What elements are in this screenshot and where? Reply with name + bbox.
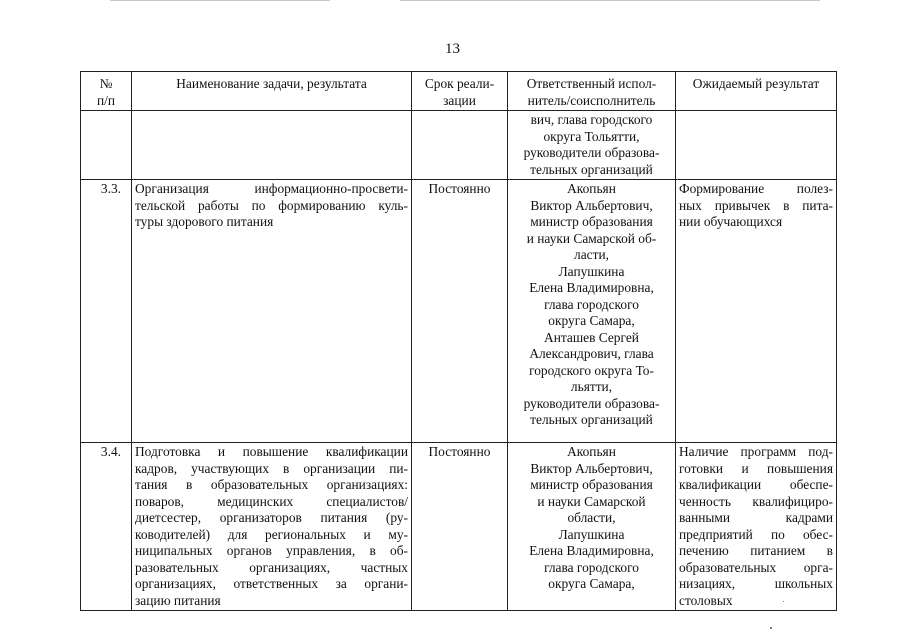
header-num-line: п/п bbox=[96, 92, 116, 108]
cell-name bbox=[132, 443, 412, 611]
resp-line: тельных организаций bbox=[530, 161, 653, 177]
result-line: квалификации обеспе- bbox=[679, 477, 833, 492]
header-num bbox=[81, 72, 132, 111]
top-edge-rule bbox=[400, 0, 820, 1]
cell-num: 3.3. bbox=[81, 180, 132, 443]
resp-line: Акопьян bbox=[567, 444, 616, 459]
cell-num bbox=[81, 111, 132, 180]
name-line: Организация информационно-просвети- bbox=[135, 181, 408, 196]
resp-line: тельных организаций bbox=[530, 412, 653, 427]
result-line: столовых bbox=[679, 592, 733, 608]
name-line: ниципальных органов управления, в об- bbox=[135, 543, 408, 558]
table-row-3-4 bbox=[81, 443, 837, 611]
header-resp-line: нитель/соисполнитель bbox=[527, 92, 656, 108]
result-line: ченность квалифициро- bbox=[679, 493, 833, 509]
top-edge-rule bbox=[110, 0, 330, 1]
result-line: печению питанием в bbox=[679, 543, 833, 558]
result-line: низациях, школьных bbox=[679, 576, 833, 591]
cell-result bbox=[676, 180, 837, 443]
resp-line: руководители образова- bbox=[523, 145, 660, 160]
name-line: разовательных организациях, частных bbox=[135, 559, 408, 575]
header-term-line: зации bbox=[443, 92, 476, 108]
name-line: организациях, ответственных за органи- bbox=[135, 576, 408, 591]
cell-resp bbox=[508, 443, 676, 611]
resp-line: округа Тольятти, bbox=[543, 128, 640, 144]
header-term bbox=[412, 72, 508, 111]
header-result bbox=[676, 72, 837, 111]
cell-resp bbox=[508, 111, 676, 180]
result-line: готовки и повышения bbox=[679, 460, 833, 476]
name-line: ководителей) для региональных и му- bbox=[135, 526, 408, 542]
resp-line: Виктор Альбертович, bbox=[530, 197, 653, 213]
resp-line: министр образования bbox=[530, 477, 653, 492]
cell-name bbox=[132, 111, 412, 180]
resp-line: вич, глава городского bbox=[530, 112, 653, 127]
header-resp-line: Ответственный испол- bbox=[526, 76, 657, 91]
resp-line: Елена Владимировна, bbox=[529, 543, 654, 558]
resp-line: области, bbox=[567, 510, 616, 525]
cell-term bbox=[412, 111, 508, 180]
table-row-3-3 bbox=[81, 180, 837, 443]
cell-name bbox=[132, 180, 412, 443]
name-line: туры здорового питания bbox=[135, 214, 274, 229]
resp-line: Александрович, глава bbox=[529, 346, 654, 361]
cell-term: Постоянно bbox=[412, 443, 508, 611]
result-line: ванными кадрами bbox=[679, 510, 833, 525]
result-line: ных привычек в пита- bbox=[679, 197, 833, 213]
resp-line: Лапушкина bbox=[558, 526, 625, 542]
result-line: предприятий по обес- bbox=[679, 526, 833, 542]
scan-speck bbox=[783, 601, 784, 602]
cell-result bbox=[676, 443, 837, 611]
cell-resp bbox=[508, 180, 676, 443]
resp-line: глава городского bbox=[544, 296, 639, 312]
result-line: Формирование полез- bbox=[679, 181, 833, 196]
cell-result bbox=[676, 111, 837, 180]
resp-line: министр образования bbox=[530, 214, 653, 229]
resp-line: Елена Владимировна, bbox=[529, 280, 654, 295]
name-line: тания в образовательных организациях: bbox=[135, 477, 408, 492]
header-result-line: Ожидаемый результат bbox=[692, 76, 820, 91]
resp-line: и науки Самарской bbox=[537, 493, 646, 509]
header-name-line: Наименование задачи, результата bbox=[176, 76, 367, 91]
cell-num: 3.4. bbox=[81, 443, 132, 611]
table-header-row bbox=[81, 72, 837, 111]
name-line: Подготовка и повышение квалификации bbox=[135, 444, 408, 459]
resp-line: и науки Самарской об- bbox=[526, 230, 657, 246]
header-term-line: Срок реали- bbox=[424, 76, 495, 91]
resp-line: округа Самара, bbox=[548, 313, 635, 328]
resp-line: глава городского bbox=[544, 559, 639, 575]
resp-line: льятти, bbox=[570, 379, 613, 394]
result-line: нии обучающихся bbox=[679, 214, 783, 229]
resp-line: Виктор Альбертович, bbox=[530, 460, 653, 476]
table-row-continuation bbox=[81, 111, 837, 180]
page-number: 13 bbox=[445, 41, 460, 57]
name-line: тельской работы по формированию куль- bbox=[135, 197, 408, 213]
resp-line: Акопьян bbox=[567, 181, 616, 196]
name-line: диетсестер, организаторов питания (ру- bbox=[135, 510, 408, 525]
name-line: кадров, участвующих в организации пи- bbox=[135, 460, 408, 476]
resp-line: ласти, bbox=[574, 247, 609, 262]
name-line: поваров, медицинских специалистов/ bbox=[135, 493, 408, 509]
cell-term: Постоянно bbox=[412, 180, 508, 443]
result-line: образовательных орга- bbox=[679, 559, 833, 575]
name-line: зацию питания bbox=[135, 592, 221, 608]
resp-line: городского округа То- bbox=[529, 362, 654, 378]
header-num-line: № bbox=[99, 76, 113, 91]
header-name bbox=[132, 72, 412, 111]
result-line: Наличие программ под- bbox=[679, 444, 833, 459]
resp-line: Лапушкина bbox=[558, 263, 625, 279]
resp-line: руководители образова- bbox=[523, 395, 660, 411]
resp-line: округа Самара, bbox=[548, 576, 635, 591]
resp-line: Анташев Сергей bbox=[544, 329, 639, 345]
scan-speck bbox=[770, 627, 772, 629]
document-table bbox=[80, 71, 837, 611]
header-resp bbox=[508, 72, 676, 111]
